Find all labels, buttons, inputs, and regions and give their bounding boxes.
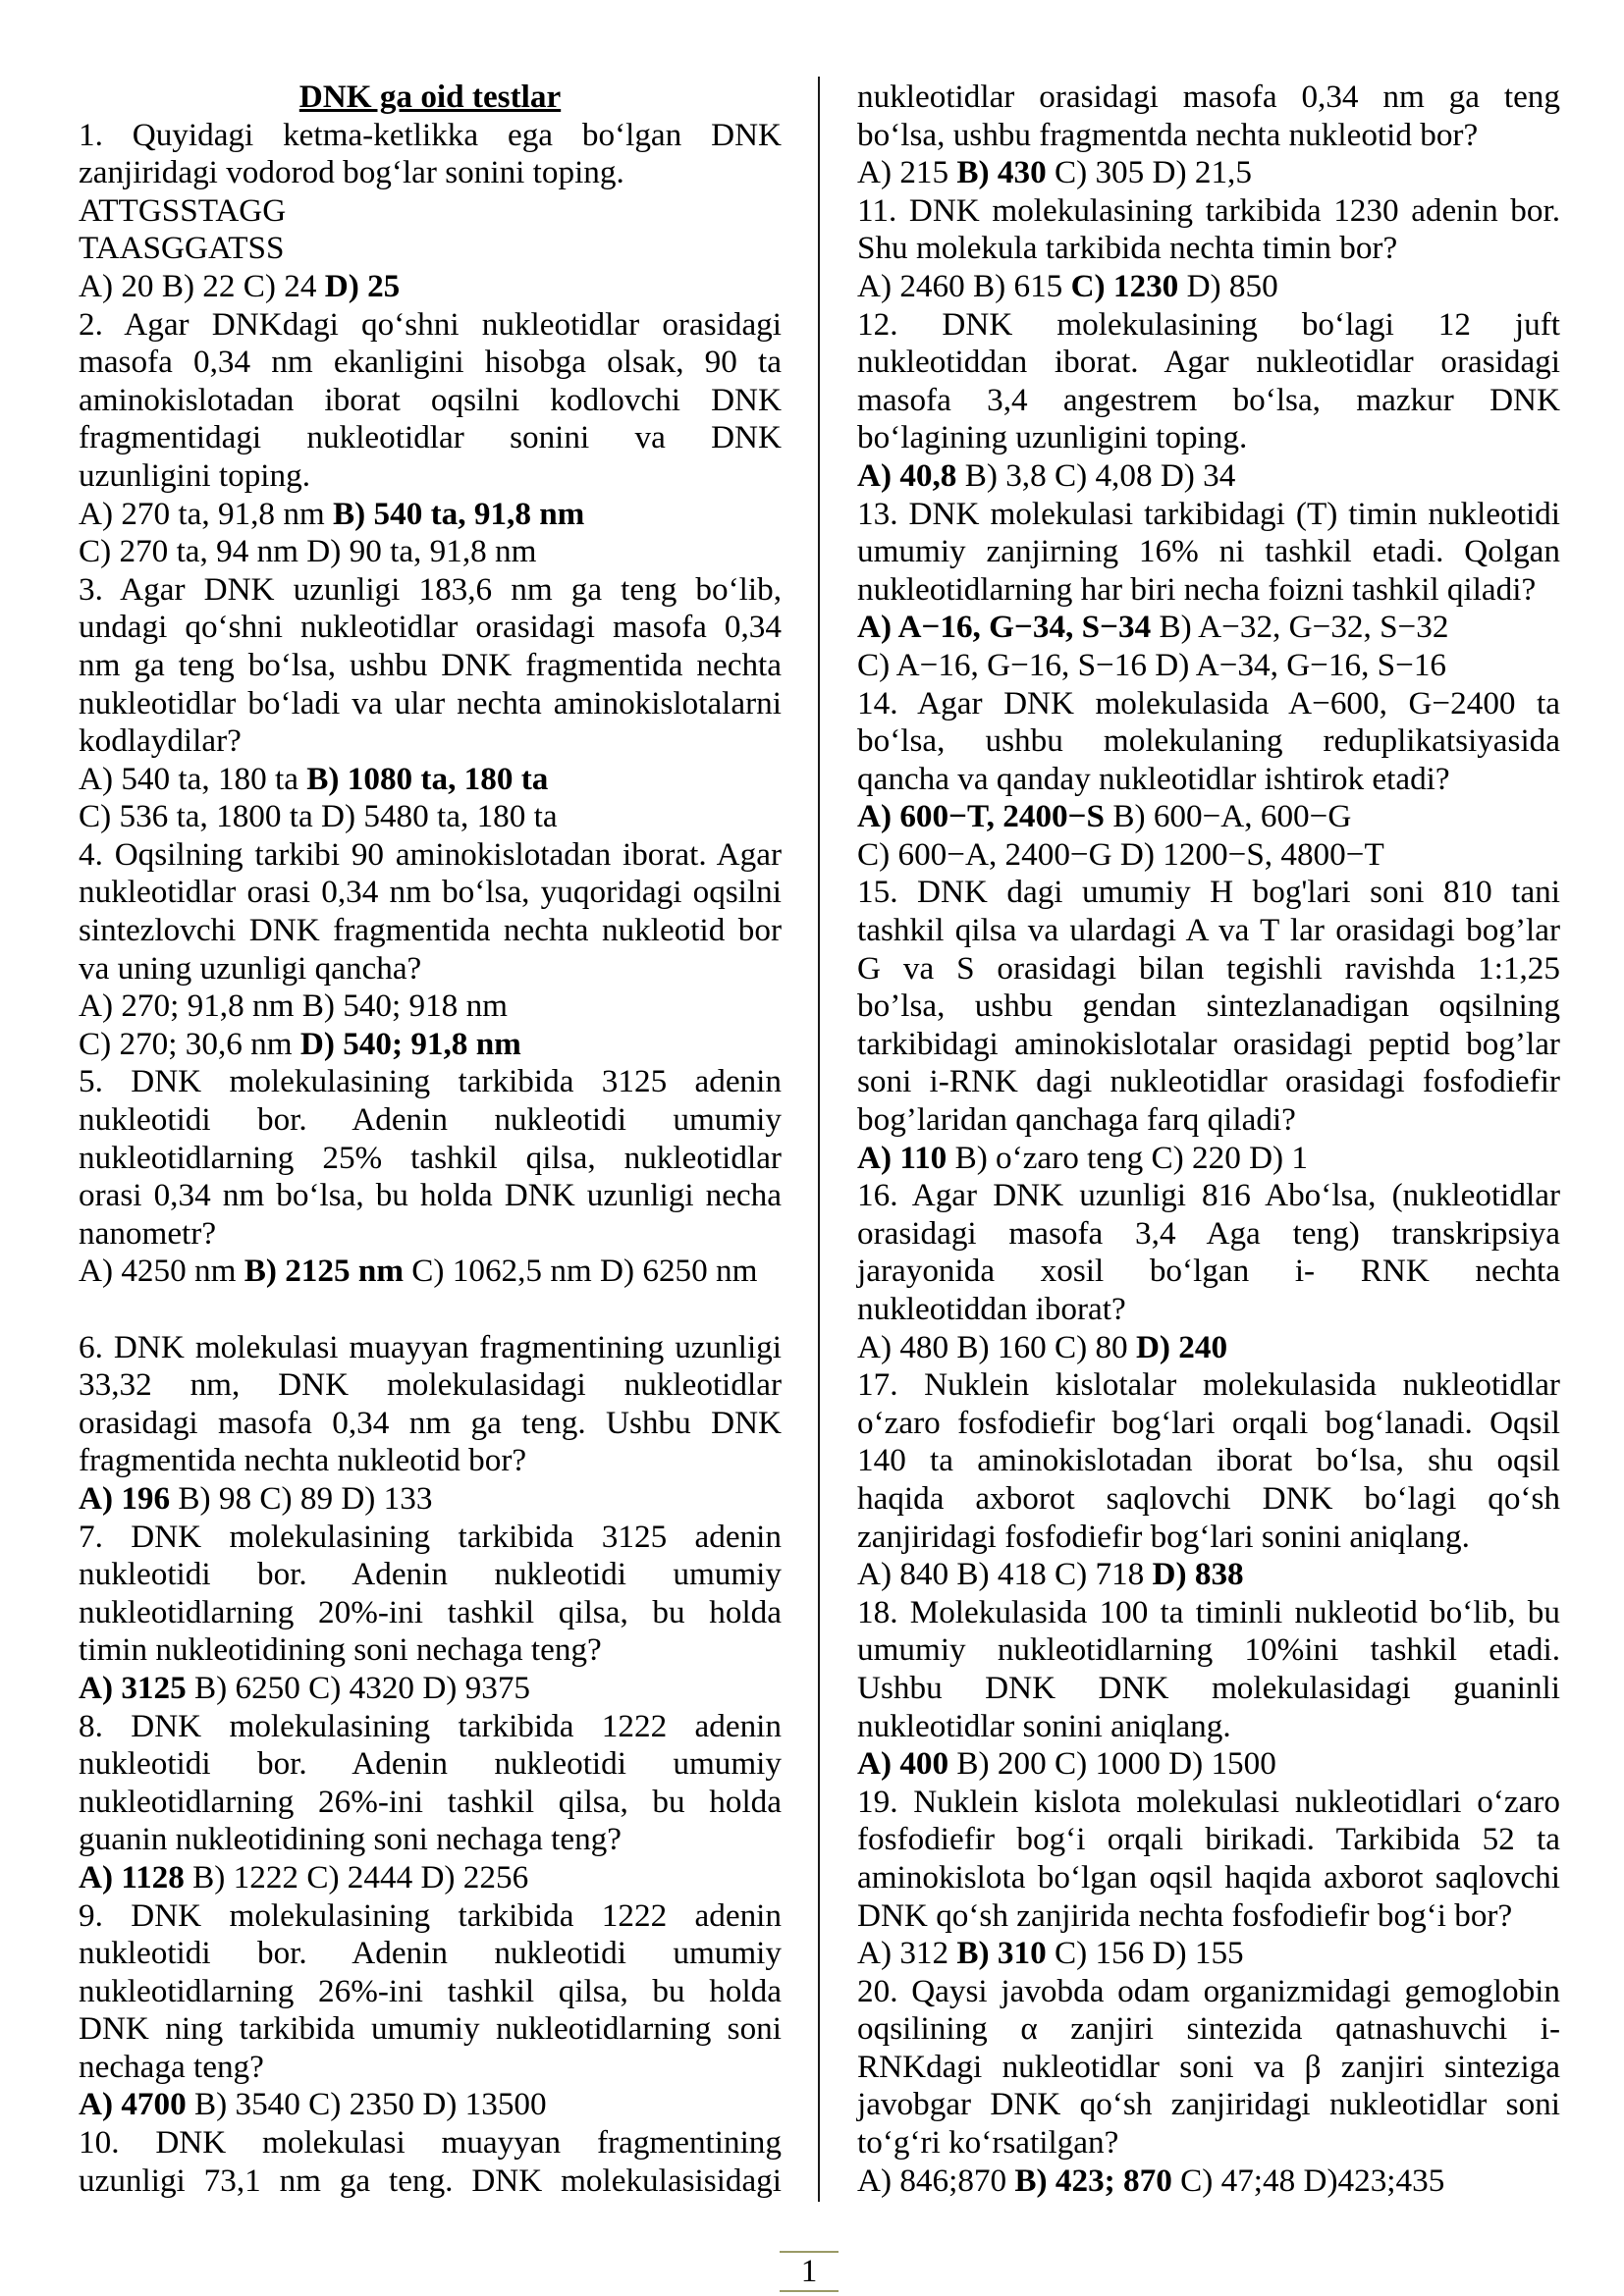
answer-option: C) 156 <box>1054 1935 1145 1972</box>
question-line: 1. Quyidagi ketma-ketlikka ega bo‘lgan DNK <box>79 116 782 153</box>
answer-option: D) 850 <box>1186 267 1278 304</box>
answer-option: B) 22 <box>161 267 236 304</box>
answer-option: D) 2256 <box>420 1858 529 1896</box>
question-line: aminokislotadan iborat oqsilni kodlovchi DNK <box>79 381 782 418</box>
question-line: oqsilining α zanjiri sintezida qatnashuvchi i- <box>857 2010 1560 2048</box>
question-line: masofa 3,4 angestrem bo‘lsa, mazkur DNK <box>857 381 1560 418</box>
answer-option: A) 270; 91,8 nm <box>79 988 295 1025</box>
answer-option: D) 1500 <box>1168 1745 1276 1783</box>
question-line: bo‘lsa, ushbu fragmentda nechta nukleotid bor? <box>857 116 1479 153</box>
answer-option: A) 270 ta, 91,8 nm <box>79 495 325 532</box>
question-line: DNK ning tarkibida umumiy nukleotidlarning soni <box>79 2010 782 2048</box>
answer-option: D)423;435 <box>1303 2162 1445 2199</box>
answer-options <box>79 761 782 799</box>
question-line: nukleotidlarning 20%-ini tashkil qilsa, bu holda <box>79 1593 782 1630</box>
question-line: umumiy nukleotidlarning 10%ini tashkil etadi. <box>857 1631 1560 1669</box>
question-line: uzunligini toping. <box>79 456 310 494</box>
question-line: 19. Nuklein kislota molekulasi nukleotidlari o‘zaro <box>857 1783 1560 1820</box>
answer-option: B) A−32, G−32, S−32 <box>1159 609 1449 646</box>
answer-option: B) 98 <box>178 1479 252 1517</box>
answer-option-correct: A) A−16, G−34, S−34 <box>857 609 1152 646</box>
answer-option: C) 220 <box>1151 1139 1241 1176</box>
answer-option-correct: D) 540; 91,8 nm <box>299 1025 521 1062</box>
question-line: nukleotidlar orasidagi masofa 0,34 nm ga teng <box>857 79 1560 115</box>
answer-option: A) 2460 <box>857 267 965 304</box>
answer-options <box>857 1745 1560 1784</box>
answer-options <box>857 1329 1560 1367</box>
answer-option: B) 1222 <box>192 1858 299 1896</box>
answer-option-correct: A) 1128 <box>79 1858 185 1896</box>
answer-option-correct: B) 1080 ta, 180 ta <box>306 760 549 797</box>
question-line: bog’laridan qanchaga farq qiladi? <box>857 1101 1296 1139</box>
question-line: tarkibidagi aminokislotalar orasidagi peptid bog’lar <box>857 1025 1560 1062</box>
answer-options <box>79 1026 782 1064</box>
question-line: nukleotidi bor. Adenin nukleotidi umumiy <box>79 1101 782 1139</box>
question-line: bo‘lagining uzunligini toping. <box>857 419 1248 456</box>
question-line: tashkil qilsa va ulardagi A va T lar orasidagi bog’lar <box>857 912 1560 949</box>
answer-option-correct: D) 240 <box>1135 1328 1228 1365</box>
question-line: 16. Agar DNK uzunligi 816 Abo‘lsa, (nukleotidlar <box>857 1177 1560 1214</box>
answer-options <box>857 2163 1560 2201</box>
question-line: uzunligi 73,1 nm ga teng. DNK molekulasisidagi <box>79 2162 782 2199</box>
question-line: masofa 0,34 nm ekanligini hisobga olsak, 90 ta <box>79 344 782 381</box>
answer-option-correct: B) 430 <box>956 154 1047 191</box>
answer-option: A) 312 <box>857 1935 949 1972</box>
answer-option: D) 155 <box>1152 1935 1244 1972</box>
answer-option: B) 160 <box>956 1328 1047 1365</box>
answer-option: D) 1200−S, 4800−T <box>1119 835 1384 873</box>
page-title: DNK ga oid testlar <box>298 79 562 115</box>
answer-option: C) 89 <box>259 1479 334 1517</box>
answer-option: C) 24 <box>243 267 317 304</box>
answer-option: C) 2444 <box>306 1858 413 1896</box>
answer-option: D) 1 <box>1249 1139 1309 1176</box>
answer-options <box>79 533 782 571</box>
question-line: nukleotidi bor. Adenin nukleotidi umumiy <box>79 1745 782 1783</box>
answer-option: C) 536 ta, 1800 ta <box>79 798 313 835</box>
answer-options <box>857 1556 1560 1594</box>
answer-option: B) 3,8 <box>964 456 1047 494</box>
question-line: orasidagi masofa 0,34 nm ga teng. Ushbu DNK <box>79 1404 782 1441</box>
question-line: timin nukleotidining soni nechaga teng? <box>79 1631 602 1669</box>
answer-options <box>79 798 782 836</box>
question-line: 17. Nuklein kislotalar molekulasida nukleotidlar <box>857 1366 1560 1404</box>
answer-option: A) 846;870 <box>857 2162 1007 2199</box>
answer-option: C) 600−A, 2400−G <box>857 835 1112 873</box>
question-line: orasi 0,34 nm bo‘lsa, bu holda DNK uzunligi necha <box>79 1177 782 1214</box>
question-line: bo’lsa, ushbu gendan sintezlanadigan oqsilning <box>857 988 1560 1025</box>
answer-option: D) 5480 ta, 180 ta <box>321 798 558 835</box>
answer-option: C) 270; 30,6 nm <box>79 1025 293 1062</box>
answer-option-correct: A) 600−T, 2400−S <box>857 798 1106 835</box>
question-line: nanometr? <box>79 1214 217 1252</box>
answer-option: D) A−34, G−16, S−16 <box>1155 646 1447 683</box>
answer-option: D) 13500 <box>422 2086 547 2123</box>
answer-options <box>857 1140 1560 1178</box>
answer-option: A) 20 <box>79 267 154 304</box>
question-line: nukleotidlarning har biri necha foizni tashkil qiladi? <box>857 570 1537 608</box>
answer-option: C) 2350 <box>308 2086 415 2123</box>
answer-options <box>857 836 1560 875</box>
answer-option: D) 90 ta, 91,8 nm <box>306 533 537 570</box>
answer-options <box>79 268 782 306</box>
answer-options <box>857 457 1560 496</box>
answer-option: C) 1000 <box>1054 1745 1161 1783</box>
question-line: 12. DNK molekulasining bo‘lagi 12 juft <box>857 305 1560 343</box>
question-line: zanjiridagi vodorod bog‘lar sonini toping. <box>79 154 624 191</box>
question-line: TAASGGATSS <box>79 230 285 267</box>
answer-option-correct: A) 4700 <box>79 2086 187 2123</box>
answer-option: B) 418 <box>956 1556 1047 1593</box>
answer-option: B) 3540 <box>194 2086 300 2123</box>
question-line: nukleotiddan iborat. Agar nukleotidlar orasidagi <box>857 344 1560 381</box>
question-line: 10. DNK molekulasi muayyan fragmentining <box>79 2124 782 2162</box>
question-line: qancha va qanday nukleotidlar ishtirok etadi? <box>857 760 1450 797</box>
answer-options <box>79 2086 782 2124</box>
answer-options <box>857 268 1560 306</box>
question-line: 14. Agar DNK molekulasida A−600, G−2400 ta <box>857 684 1560 721</box>
question-line: RNKdagi nukleotidlar soni va β zanjiri sinteziga <box>857 2048 1560 2085</box>
question-line: 6. DNK molekulasi muayyan fragmentining uzunligi <box>79 1328 782 1365</box>
answer-options <box>79 1859 782 1897</box>
answer-option: D) 21,5 <box>1152 154 1252 191</box>
answer-options <box>857 647 1560 685</box>
answer-options <box>857 154 1560 192</box>
question-line: 13. DNK molekulasi tarkibidagi (T) timin nukleotidi <box>857 495 1560 532</box>
question-line: 4. Oqsilning tarkibi 90 aminokislotadan iborat. Agar <box>79 835 782 873</box>
question-line: 11. DNK molekulasining tarkibida 1230 adenin bor. <box>857 191 1560 229</box>
answer-options <box>79 496 782 534</box>
question-line: soni i-RNK dagi nukleotidlar orasidagi fosfodiefir <box>857 1063 1560 1100</box>
question-line: 33,32 nm, DNK molekulasidagi nukleotidlar <box>79 1366 782 1404</box>
answer-option: C) 4320 <box>308 1669 415 1706</box>
answer-option: A) 215 <box>857 154 949 191</box>
answer-options <box>79 988 782 1026</box>
answer-option: C) 4,08 <box>1054 456 1153 494</box>
answer-option-correct: B) 540 ta, 91,8 nm <box>333 495 585 532</box>
answer-option: C) 718 <box>1054 1556 1145 1593</box>
answer-option-correct: A) 400 <box>857 1745 949 1783</box>
question-line: nukleotidlar sonini aniqlang. <box>857 1707 1231 1744</box>
answer-option: D) 9375 <box>422 1669 531 1706</box>
question-line: 2. Agar DNKdagi qo‘shni nukleotidlar orasidagi <box>79 305 782 343</box>
answer-option: B) 600−A, 600−G <box>1112 798 1352 835</box>
question-line: va uning uzunligi qancha? <box>79 949 422 987</box>
question-line: Shu molekula tarkibida nechta timin bor? <box>857 230 1398 267</box>
answer-options <box>857 1935 1560 1973</box>
answer-option: D) 6250 nm <box>600 1253 758 1290</box>
question-line: G va S orasidagi bilan tegishli ravishda 1:1,25 <box>857 949 1560 987</box>
answer-option: C) A−16, G−16, S−16 <box>857 646 1147 683</box>
question-line: nukleotidlarning 25% tashkil qilsa, nukleotidlar <box>79 1139 782 1176</box>
answer-option: C) 305 <box>1054 154 1145 191</box>
question-line: 7. DNK molekulasining tarkibida 3125 adenin <box>79 1518 782 1555</box>
question-line: ATTGSSTAGG <box>79 191 287 229</box>
question-line: to‘g‘ri ko‘rsatilgan? <box>857 2124 1119 2162</box>
answer-options <box>79 1670 782 1708</box>
question-line: fosfodiefir bog‘i orqali birikadi. Tarkibida 52 ta <box>857 1821 1560 1858</box>
answer-option: B) 615 <box>973 267 1063 304</box>
question-line: nukleotidlar bo‘ladi va ular nechta aminokislotalarni <box>79 684 782 721</box>
answer-option: B) 540; 918 nm <box>301 988 508 1025</box>
question-line: nukleotidlarning 26%-ini tashkil qilsa, bu holda <box>79 1783 782 1820</box>
answer-option-correct: B) 423; 870 <box>1014 2162 1172 2199</box>
answer-options <box>857 609 1560 647</box>
question-line: nukleotidlar orasi 0,34 nm bo‘lsa, yuqoridagi oqsilni <box>79 874 782 911</box>
question-line: bo‘lsa, ushbu molekulaning reduplikatsiyasida <box>857 722 1560 760</box>
question-line: aminokislota bo‘lgan oqsil haqida axborot saqlovchi <box>857 1858 1560 1896</box>
answer-option: A) 4250 nm <box>79 1253 237 1290</box>
page-number: 1 <box>780 2251 839 2292</box>
question-line: nm ga teng bo‘lsa, ushbu DNK fragmentida nechta <box>79 646 782 683</box>
question-line: undagi qo‘shni nukleotidlar orasidagi masofa 0,34 <box>79 609 782 646</box>
answer-option-correct: D) 25 <box>324 267 401 304</box>
answer-options <box>79 1253 782 1291</box>
answer-option-correct: D) 838 <box>1152 1556 1244 1593</box>
question-line: umumiy zanjirning 16% ni tashkil etadi. Qolgan <box>857 533 1560 570</box>
left-column <box>79 79 782 2200</box>
question-line: 9. DNK molekulasining tarkibida 1222 adenin <box>79 1896 782 1934</box>
question-line: kodlaydilar? <box>79 722 242 760</box>
question-line: 20. Qaysi javobda odam organizmidagi gemoglobin <box>857 1972 1560 2009</box>
question-line: jarayonida xosil bo‘lgan i- RNK nechta <box>857 1253 1560 1290</box>
question-line: nukleotidlarning 26%-ini tashkil qilsa, bu holda <box>79 1972 782 2009</box>
question-line: guanin nukleotidining soni nechaga teng? <box>79 1821 622 1858</box>
answer-option-correct: B) 2125 nm <box>244 1253 404 1290</box>
question-line: fragmentidagi nukleotidlar sonini va DNK <box>79 419 782 456</box>
answer-option-correct: A) 196 <box>79 1479 171 1517</box>
answer-option: C) 1062,5 nm <box>411 1253 592 1290</box>
blank-line <box>79 1291 782 1329</box>
answer-option: B) o‘zaro teng <box>954 1139 1144 1176</box>
answer-option-correct: A) 3125 <box>79 1669 187 1706</box>
question-line: javobgar DNK qo‘sh zanjiridagi nukleotidlar soni <box>857 2086 1560 2123</box>
answer-option-correct: A) 40,8 <box>857 456 957 494</box>
question-line: o‘zaro fosfodiefir bog‘lari orqali bog‘lanadi. Oqsil <box>857 1404 1560 1441</box>
question-line: 15. DNK dagi umumiy H bog'lari soni 810 tani <box>857 874 1560 911</box>
question-line: 3. Agar DNK uzunligi 183,6 nm ga teng bo‘lib, <box>79 570 782 608</box>
answer-option: C) 270 ta, 94 nm <box>79 533 298 570</box>
question-line: 8. DNK molekulasining tarkibida 1222 adenin <box>79 1707 782 1744</box>
question-line: 140 ta aminokislotadan iborat bo‘lsa, shu oqsil <box>857 1442 1560 1479</box>
answer-option: B) 6250 <box>194 1669 300 1706</box>
answer-option: C) 80 <box>1054 1328 1128 1365</box>
answer-option: A) 480 <box>857 1328 949 1365</box>
answer-option: B) 200 <box>956 1745 1047 1783</box>
answer-option: A) 540 ta, 180 ta <box>79 760 298 797</box>
answer-option-correct: B) 310 <box>956 1935 1047 1972</box>
question-line: fragmentida nechta nukleotid bor? <box>79 1442 527 1479</box>
answer-option-correct: C) 1230 <box>1070 267 1179 304</box>
question-line: orasidagi masofa 3,4 Aga teng) transkripsiya <box>857 1214 1560 1252</box>
question-line: 5. DNK molekulasining tarkibida 3125 adenin <box>79 1063 782 1100</box>
answer-option: D) 133 <box>341 1479 433 1517</box>
question-line: 18. Molekulasida 100 ta timinli nukleotid bo‘lib, bu <box>857 1593 1560 1630</box>
answer-option: D) 34 <box>1160 456 1236 494</box>
answer-options <box>857 798 1560 836</box>
question-line: nechaga teng? <box>79 2048 264 2085</box>
answer-option: A) 840 <box>857 1556 949 1593</box>
question-line: haqida axborot saqlovchi DNK bo‘lagi qo‘sh <box>857 1479 1560 1517</box>
question-line: Ushbu DNK DNK molekulasidagi guaninli <box>857 1669 1560 1706</box>
question-line: DNK qo‘sh zanjirida nechta fosfodiefir bog‘i bor? <box>857 1896 1513 1934</box>
question-line: nukleotidi bor. Adenin nukleotidi umumiy <box>79 1935 782 1972</box>
question-line: zanjiridagi fosfodiefir bog‘lari sonini aniqlang. <box>857 1518 1470 1555</box>
answer-option-correct: A) 110 <box>857 1139 947 1176</box>
right-column <box>857 79 1560 2200</box>
column-divider <box>818 77 820 2202</box>
answer-option: C) 47;48 <box>1180 2162 1296 2199</box>
question-line: nukleotidi bor. Adenin nukleotidi umumiy <box>79 1556 782 1593</box>
question-line: nukleotiddan iborat? <box>857 1291 1126 1327</box>
answer-options <box>79 1480 782 1519</box>
question-line: sintezlovchi DNK fragmentida nechta nukleotid bor <box>79 912 782 949</box>
